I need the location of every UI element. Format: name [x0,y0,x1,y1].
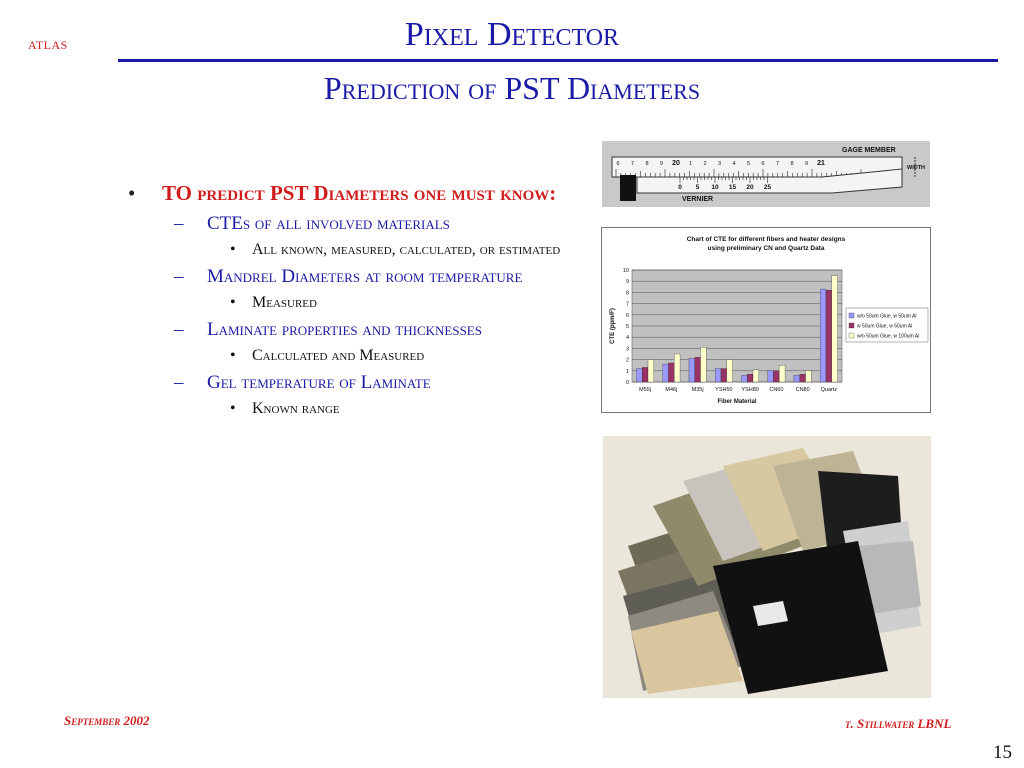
y-tick-label: 1 [625,368,629,375]
bullet-text: TO predict PST Diameters one must know: [162,181,557,205]
main-scale-label: 21 [817,160,825,167]
detail-text: Known range [252,400,340,417]
y-tick-label: 10 [622,268,629,274]
footer-author: t. Stillwater LBNL [845,716,952,731]
bullet-marker: • [230,294,236,311]
x-tick-label: CN80 [795,387,810,393]
vernier-scale-label: 10 [711,184,719,191]
bar-cn80-3 [806,371,812,382]
bullet-marker: • [230,241,236,258]
vernier-scale-label: 20 [746,184,754,191]
subbullet-text: Gel temperature of Laminate [207,372,431,393]
main-scale-label: 8 [645,161,649,167]
subbullet-laminate [128,318,568,342]
y-tick-label: 8 [625,290,629,297]
chart-canvas [602,228,930,412]
bar-m46j-1 [663,364,669,382]
main-scale-label: 4 [732,161,736,167]
detail-text: All known, measured, calculated, or estimated [252,241,561,258]
bar-quartz-3 [832,276,838,382]
subbullet-text: CTEs of all involved materials [207,213,450,234]
legend-swatch [849,333,854,338]
bar-m46j-2 [668,363,674,382]
detail-laminate [128,345,568,367]
bar-m46j-3 [674,354,680,382]
main-scale-label: 9 [659,161,664,167]
page-number: 15 [993,742,1012,763]
bar-quartz-2 [826,290,832,382]
y-tick-label: 6 [625,312,629,319]
chart-legend [846,308,928,342]
bar-ysh50-2 [721,369,727,382]
detail-text: Measured [252,294,317,311]
y-axis-ticks [623,268,629,386]
x-tick-label: YSH50 [715,387,733,393]
x-axis-label: Fiber Material [717,399,757,405]
main-scale-label: 8 [790,161,794,167]
main-scale-label: 2 [703,161,707,167]
main-scale-label: 6 [761,161,765,167]
vernier-label: VERNIER [682,196,714,203]
subbullet-mandrel [128,265,568,289]
vernier-drawing [602,141,930,207]
y-axis-label: CTE (ppm/F) [610,308,616,344]
bar-m55j-2 [642,367,648,382]
bar-cn80-1 [794,375,800,382]
bar-ysh50-3 [727,360,733,382]
legend-swatch [849,313,854,318]
detail-ctes [128,239,568,261]
bar-ysh80-2 [747,374,753,382]
legend-label: w/o 50um Glue, w 50um Al [857,313,917,320]
gage-member-label: GAGE MEMBER [842,147,896,154]
bar-quartz-1 [820,289,826,382]
photo-drawing [603,436,931,698]
bar-ysh50-1 [715,369,721,382]
y-tick-label: 7 [625,301,629,308]
main-scale-label: 9 [804,161,809,167]
laminate-samples-photo [603,436,931,698]
y-tick-label: 9 [625,279,629,286]
main-scale-label: 20 [672,160,680,167]
bar-cn80-2 [800,374,806,382]
page-subtitle: Prediction of PST Diameters [323,70,701,106]
vernier-scale-label: 0 [678,184,682,191]
chart-subtitle: using preliminary CN and Quartz Data [707,245,825,252]
y-tick-label: 5 [625,324,629,330]
vernier-scale-label: 5 [695,184,700,191]
detail-mandrel [128,292,568,314]
bullet-marker: • [230,347,236,364]
main-scale-label: 7 [775,161,780,167]
dash-marker: – [174,372,184,393]
x-tick-label: M46j [665,387,678,393]
legend-swatch [849,323,854,328]
title-rule [118,59,998,62]
footer-date: September 2002 [64,713,150,728]
main-scale-label: 7 [630,161,635,167]
width-label: WIDTH [907,165,926,171]
main-scale-label: 3 [717,161,722,167]
vernier-scale-label: 15 [728,184,737,191]
cte-chart [601,227,931,413]
x-tick-label: Quartz [820,387,838,393]
main-scale-label: 5 [746,161,751,167]
x-tick-label: M55j [639,387,652,393]
x-tick-label: CN60 [769,387,784,393]
main-scale-label: 6 [616,161,620,167]
bullet-content [128,180,568,424]
detail-text: Calculated and Measured [252,347,425,364]
subbullet-text: Mandrel Diameters at room temperature [207,266,523,287]
subbullet-gel [128,371,568,395]
bar-cn60-2 [773,371,779,382]
vernier-scale-label: 25 [763,184,772,191]
dash-marker: – [174,319,184,340]
detail-gel [128,398,568,420]
chart-title: Chart of CTE for different fibers and heater designs [686,236,846,243]
bar-m55j-3 [648,360,654,382]
bar-cn60-1 [768,371,774,382]
bullet-marker: • [128,181,136,205]
y-tick-label: 2 [625,357,629,364]
bar-cn60-3 [779,365,785,382]
main-scale-label: 1 [688,161,693,167]
bar-m55j-1 [636,369,642,382]
jaw [620,175,636,201]
atlas-logo: atlas [28,34,68,53]
y-tick-label: 0 [625,380,629,386]
subbullet-text: Laminate properties and thicknesses [207,319,482,340]
x-axis-ticks [639,387,837,393]
bullet-marker: • [230,400,236,417]
bar-m35j-3 [701,347,707,382]
vernier-illustration [602,141,930,207]
bar-ysh80-3 [753,370,759,382]
page-title: Pixel Detector [404,16,620,53]
y-tick-label: 3 [625,346,629,353]
y-tick-label: 4 [625,335,629,342]
legend-label: w 50um Glue, w 50um Al [857,323,913,330]
subbullet-ctes [128,212,568,236]
x-tick-label: YSH80 [741,387,759,393]
bar-m35j-1 [689,358,695,382]
bullet-main [128,180,568,206]
dash-marker: – [174,266,184,287]
dash-marker: – [174,213,184,234]
bar-m35j-2 [695,357,701,382]
bar-ysh80-1 [741,375,747,382]
x-tick-label: M35j [691,387,704,393]
legend-label: w/o 50um Glue, w 100um Al [857,333,920,340]
